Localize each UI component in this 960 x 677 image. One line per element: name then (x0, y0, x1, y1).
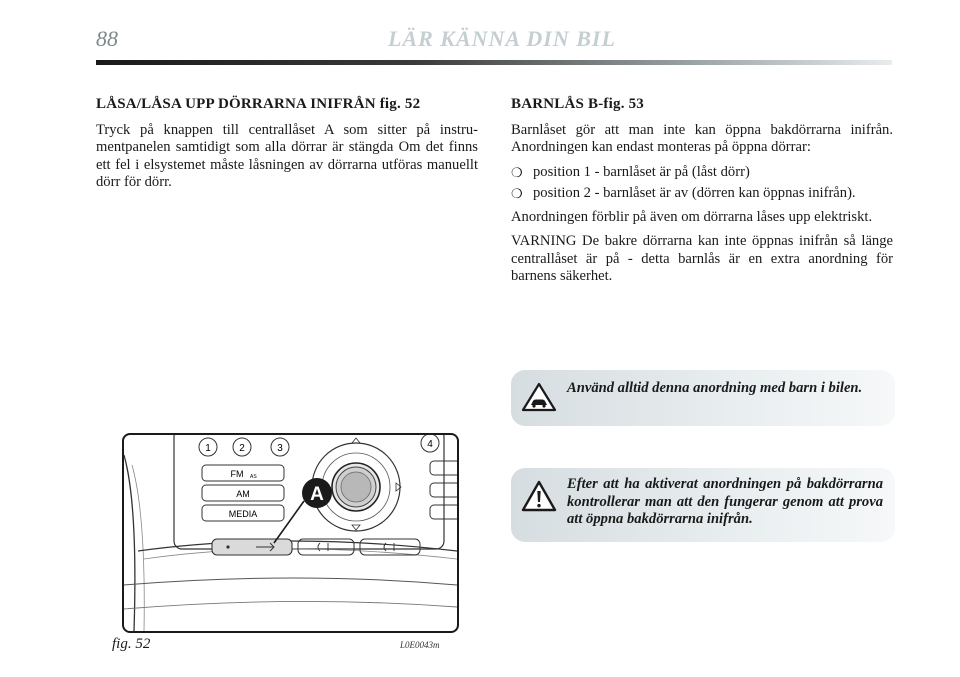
right-column (511, 96, 893, 293)
lock-paragraph: Tryck på knappen till centrallåset A som sitter på instrumentpanelen samtidigt som alla dörrar är stängda Om det finns ett fel i elsystemet måste låsningen av dörrarna utföras manuellt dörr för dörr. (96, 121, 478, 190)
page-number: 88 (96, 26, 118, 51)
list-item (511, 164, 893, 182)
list-item-text: position 2 - barnlåset är av (dörren kan öppnas inifrån). (533, 185, 856, 201)
preset-2-label: 2 (239, 443, 245, 454)
car-warning-icon (511, 370, 567, 412)
bullet-circle-icon: ❍ (511, 186, 523, 201)
fm-button-label: FM (230, 469, 244, 479)
note-box-child (511, 370, 895, 426)
fm-suffix-label: AS (250, 474, 257, 480)
callout-leader (274, 501, 304, 543)
section-heading-lock: LÅSA/LÅSA UPP DÖRRARNA INIFRÅN fig. 52 (96, 96, 421, 112)
bullet-circle-icon: ❍ (511, 164, 523, 180)
callout-a-label: A (310, 484, 324, 505)
header-rule (96, 60, 892, 65)
dashboard-illustration (124, 435, 457, 631)
exclamation-warning-icon (511, 468, 567, 512)
section-heading-childlock: BARNLÅS B-fig. 53 (511, 96, 644, 112)
preset-4-label: 4 (427, 439, 433, 450)
am-button-label: AM (236, 489, 250, 499)
figure-label: fig. 52 (112, 636, 151, 652)
position-list (511, 164, 893, 203)
childlock-intro: Barnlåset gör att man inte kan öppna bakdörrarna inifrån. Anordningen kan endast monteras på öppna dörrar: (511, 121, 893, 155)
note-text: Använd alltid denna anordning med barn i bilen. (567, 380, 863, 396)
list-item (511, 185, 893, 203)
running-title: LÄR KÄNNA DIN BIL (388, 26, 616, 51)
figure-code: L0E0043m (400, 640, 440, 650)
childlock-after: Anordningen förblir på även om dörrarna låses upp elektriskt. (511, 208, 873, 225)
media-button-label: MEDIA (228, 509, 258, 519)
left-column (96, 96, 478, 199)
warning-paragraph: VARNING De bakre dörrarna kan inte öppnas inifrån så länge centrallåset är på - detta barnlås är en extra anordning för barnens säkerhet. (511, 233, 893, 284)
preset-buttons (199, 435, 439, 456)
note-text: Efter att ha aktiverat anordningen på bakdörrarna kontrollerar man att den fungerar genom att prova att öppna bakdörrarna inifrån. (567, 476, 883, 527)
preset-3-label: 3 (277, 443, 283, 454)
note-box-check (511, 468, 895, 542)
list-item-text: position 1 - barnlåset är på (låst dörr) (533, 163, 750, 180)
dashboard-figure (122, 433, 459, 633)
preset-1-label: 1 (205, 443, 211, 454)
